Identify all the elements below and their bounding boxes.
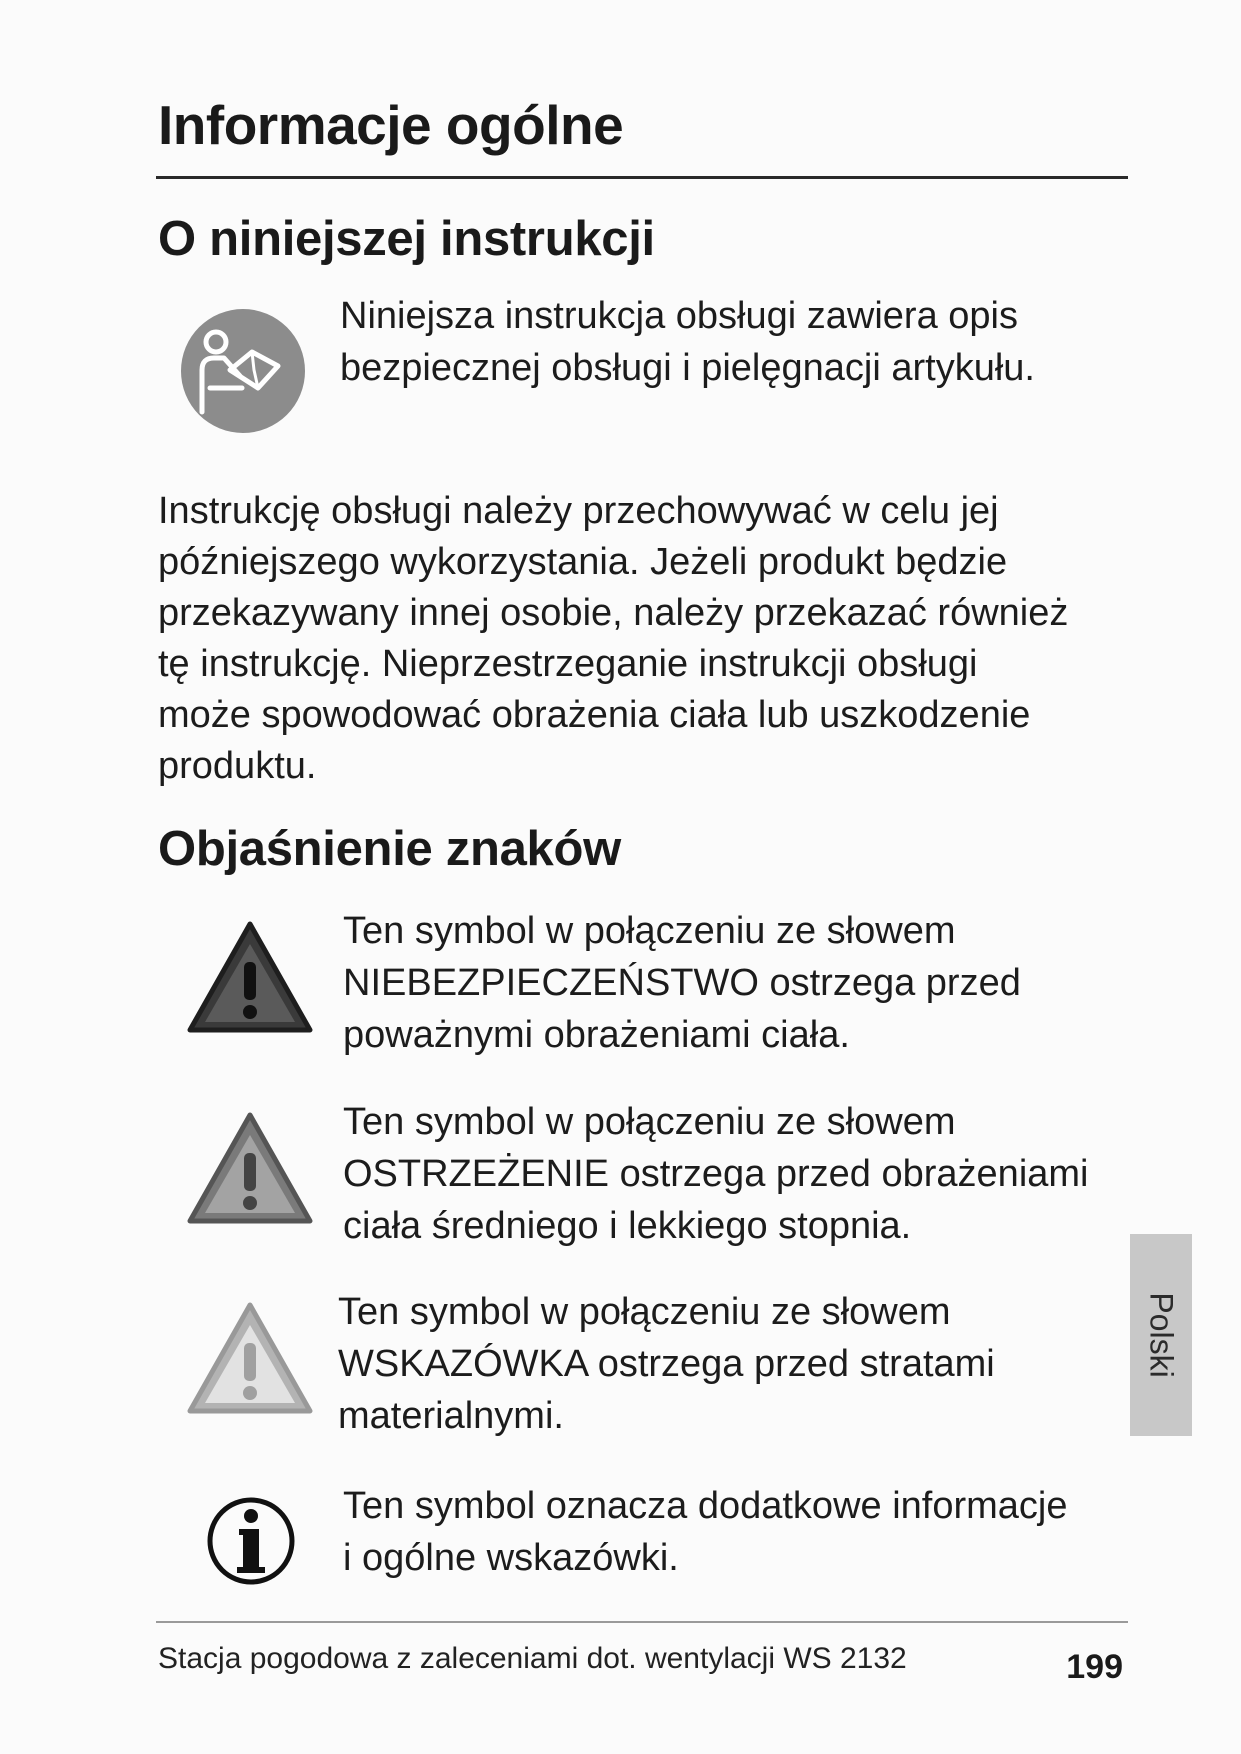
text-line: produktu.: [158, 745, 317, 787]
read-manual-icon: [180, 308, 306, 434]
about-intro-text: [340, 290, 1120, 394]
text-line: bezpiecznej obsługi i pielęgnacji artykułu.: [340, 347, 1035, 389]
text-line: poważnymi obrażeniami ciała.: [343, 1014, 850, 1056]
danger-warning-triangle-icon: [186, 920, 314, 1035]
text-line: Ten symbol w połączeniu ze słowem: [343, 910, 956, 952]
info-icon: [205, 1495, 297, 1587]
warning-triangle-icon: [186, 1111, 314, 1226]
page-number: 199: [1066, 1648, 1123, 1686]
language-label: Polski: [1143, 1292, 1180, 1378]
chapter-title: Informacje ogólne: [158, 94, 624, 156]
text-line: ciała średniego i lekkiego stopnia.: [343, 1205, 912, 1247]
text-line: Instrukcję obsługi należy przechowywać w celu jej: [158, 490, 999, 532]
text-line: materialnymi.: [338, 1395, 564, 1437]
language-tab: [1130, 1234, 1192, 1436]
text-line: późniejszego wykorzystania. Jeżeli produkt będzie: [158, 541, 1008, 583]
section-title-symbols: Objaśnienie znaków: [158, 822, 621, 876]
section-title-about: O niniejszej instrukcji: [158, 212, 655, 266]
caution-triangle-icon: [186, 1301, 314, 1416]
text-line: WSKAZÓWKA ostrzega przed stratami: [338, 1343, 995, 1385]
symbol-description: [343, 1096, 1123, 1252]
text-line: Ten symbol oznacza dodatkowe informacje: [343, 1485, 1068, 1527]
text-line: tę instrukcję. Nieprzestrzeganie instrukcji obsługi: [158, 643, 978, 685]
symbol-description: [343, 1480, 1143, 1584]
chapter-divider: [156, 176, 1128, 179]
text-line: Niniejsza instrukcja obsługi zawiera opis: [340, 295, 1018, 337]
text-line: NIEBEZPIECZEŃSTWO ostrzega przed: [343, 962, 1021, 1004]
text-line: przekazywany innej osobie, należy przekazać również: [158, 592, 1069, 634]
text-line: Ten symbol w połączeniu ze słowem: [338, 1291, 951, 1333]
footer-divider: [156, 1621, 1128, 1623]
text-line: i ogólne wskazówki.: [343, 1537, 679, 1579]
footer-product-name: Stacja pogodowa z zaleceniami dot. wentylacji WS 2132: [158, 1642, 907, 1675]
about-paragraph: [158, 486, 1118, 792]
symbol-description: [343, 905, 1123, 1061]
symbol-description: [338, 1286, 1118, 1442]
text-line: może spowodować obrażenia ciała lub uszkodzenie: [158, 694, 1031, 736]
text-line: Ten symbol w połączeniu ze słowem: [343, 1101, 956, 1143]
text-line: OSTRZEŻENIE ostrzega przed obrażeniami: [343, 1153, 1089, 1195]
